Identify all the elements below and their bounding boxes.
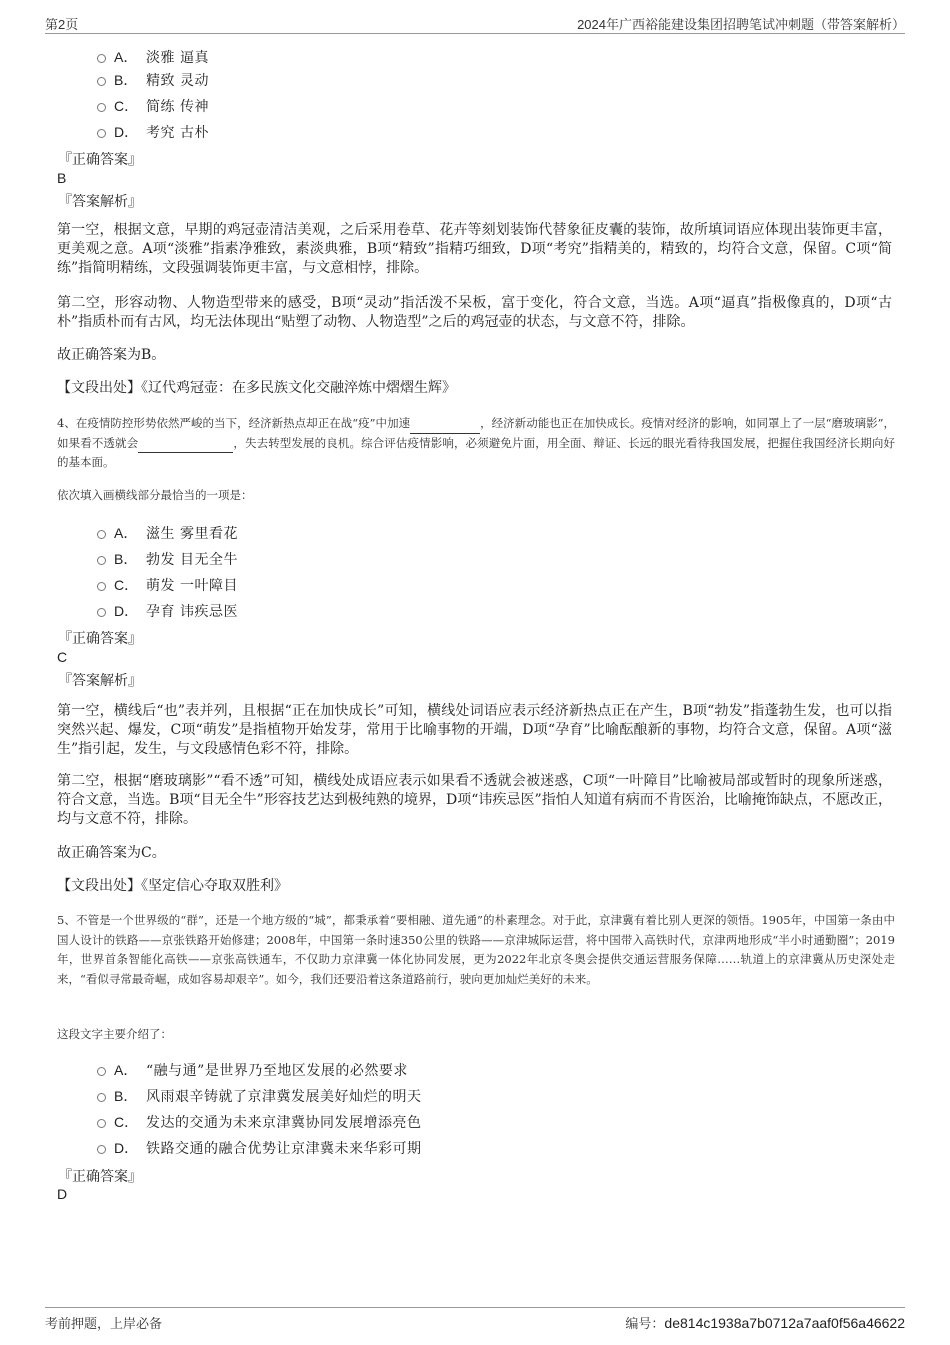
footer-divider	[45, 1307, 905, 1308]
radio-icon[interactable]	[97, 1093, 106, 1102]
radio-icon[interactable]	[97, 77, 106, 86]
q5-option-a[interactable]: A． “融与通”是世界乃至地区发展的必然要求	[97, 1060, 408, 1080]
radio-icon[interactable]	[97, 582, 106, 591]
header-divider	[45, 33, 905, 34]
q3-option-b[interactable]: B． 精致 灵动	[97, 70, 209, 90]
document-code: 编号：de814c1938a7b0712a7aaf0f56a46622	[625, 1315, 905, 1331]
q3-option-c[interactable]: C． 简练 传神	[97, 96, 209, 116]
q5-question-text: 5、不管是一个世界级的“群”，还是一个地方级的“城”，都秉承着“要相融、道先通”的朴素理念。对于此，京津冀有着比别人更深的领悟。1905年，中国第一条由中国人设计的铁路——京张铁路开始修建；2008年，中国第一条时速350公里的铁路——京津城际运营，将中国带入高铁时代，京津两地形成“半小时通勤圈”；2019年，世界首条智能化高铁——京张高铁通车，不仅助力京津冀一体化协同发展，更为2022年北京冬奥会提供交通运营服务保障……轨道上的京津冀从历史深处走来，“看似寻常最奇崛，成如容易却艰辛”。如今，我们还要沿着这条道路前行，驶向更加灿烂美好的未来。	[57, 913, 895, 986]
radio-icon[interactable]	[97, 1067, 106, 1076]
radio-icon[interactable]	[97, 1145, 106, 1154]
blank-2	[138, 440, 233, 453]
q4-option-c[interactable]: C． 萌发 一叶障目	[97, 575, 238, 595]
page-number: 第2页	[45, 17, 79, 32]
q4-option-a[interactable]: A． 滋生 雾里看花	[97, 523, 238, 543]
q4-answer-label: 『正确答案』	[58, 631, 142, 647]
q4-option-b[interactable]: B． 勃发 目无全牛	[97, 549, 238, 569]
q5-option-b[interactable]: B． 风雨艰辛铸就了京津冀发展美好灿烂的明天	[97, 1086, 422, 1106]
q4-prompt: 依次填入画横线部分最恰当的一项是：	[57, 488, 253, 502]
radio-icon[interactable]	[97, 556, 106, 565]
q4-answer: C	[57, 649, 68, 665]
q3-answer: B	[57, 170, 67, 186]
radio-icon[interactable]	[97, 608, 106, 617]
q4-analysis-label: 『答案解析』	[58, 673, 142, 689]
radio-icon[interactable]	[97, 103, 106, 112]
q3-option-a[interactable]: A． 淡雅 逼真	[97, 47, 209, 67]
q3-option-d[interactable]: D． 考究 古朴	[97, 122, 209, 142]
q3-analysis-2: 第二空，形容动物、人物造型带来的感受，B项“灵动”指活泼不呆板，富于变化，符合文意，当选。A项“逼真”指极像真的，D项“古朴”指质朴而有古风，均无法体现出“贴塑了动物、人物造型”之后的鸡冠壶的状态，与文意不符，排除。	[57, 295, 892, 330]
q4-analysis-1: 第一空，横线后“也”表并列，且根据“正在加快成长”可知，横线处词语应表示经济新热点正在产生，B项“勃发”指蓬勃生发，也可以指突然兴起、爆发，C项“萌发”是指植物开始发芽，常用于比喻事物的开端，D项“孕育”比喻酝酿新的事物，均符合文意，保留。A项“滋生”指引起，发生，与文段感情色彩不符，排除。	[57, 703, 892, 757]
q5-answer-label: 『正确答案』	[58, 1169, 142, 1185]
radio-icon[interactable]	[97, 54, 106, 63]
q5-option-c[interactable]: C． 发达的交通为未来京津冀协同发展增添亮色	[97, 1112, 422, 1132]
q4-source: 【文段出处】《坚定信心夺取双胜利》	[57, 878, 288, 894]
q5-answer: D	[57, 1186, 68, 1202]
q5-option-d[interactable]: D． 铁路交通的融合优势让京津冀未来华彩可期	[97, 1138, 422, 1158]
q3-analysis-1: 第一空，根据文意，早期的鸡冠壶清洁美观，之后采用卷草、花卉等刻划装饰代替象征皮囊的装饰，故所填词语应体现出装饰更丰富，更美观之意。A项“淡雅”指素净雅致，素淡典雅，B项“精致”指精巧细致，D项“考究”指精美的，精致的，均符合文意，保留。C项“简练”指简明精练，文段强调装饰更丰富，与文意相悖，排除。	[57, 222, 892, 276]
blank-1	[410, 421, 480, 434]
q3-analysis-label: 『答案解析』	[58, 194, 142, 210]
q3-source: 【文段出处】《辽代鸡冠壶：在多民族文化交融淬炼中熠熠生辉》	[57, 380, 456, 396]
document-title: 2024年广西裕能建设集团招聘笔试冲刺题（带答案解析）	[577, 17, 905, 32]
q3-answer-label: 『正确答案』	[58, 152, 142, 168]
footer-slogan: 考前押题，上岸必备	[45, 1316, 163, 1331]
q4-option-d[interactable]: D． 孕育 讳疾忌医	[97, 601, 238, 621]
radio-icon[interactable]	[97, 129, 106, 138]
q5-prompt: 这段文字主要介绍了：	[57, 1027, 172, 1041]
radio-icon[interactable]	[97, 1119, 106, 1128]
radio-icon[interactable]	[97, 530, 106, 539]
q3-analysis-3: 故正确答案为B。	[57, 347, 166, 363]
q4-analysis-2: 第二空，根据“磨玻璃影”“看不透”可知，横线处成语应表示如果看不透就会被迷惑，C项“一叶障目”比喻被局部或暂时的现象所迷惑，符合文意，当选。B项“目无全牛”形容技艺达到极纯熟的境界，D项“讳疾忌医”指怕人知道有病而不肯医治，比喻掩饰缺点，不愿改正，均与文意不符，排除。	[57, 773, 892, 827]
q4-question-text: 4、在疫情防控形势依然严峻的当下，经济新热点却正在战“疫”中加速 ，经济新动能也正在加快成长。疫情对经济的影响，如同罩上了一层“磨玻璃影”，如果看不透就会 ，失去转型发展的良机。综合评估疫情影响，必须避免片面，用全面、辩证、长远的眼光看待我国发展，把握住我国经济长期向好的基本面。	[57, 416, 895, 469]
q4-analysis-3: 故正确答案为C。	[57, 845, 166, 861]
